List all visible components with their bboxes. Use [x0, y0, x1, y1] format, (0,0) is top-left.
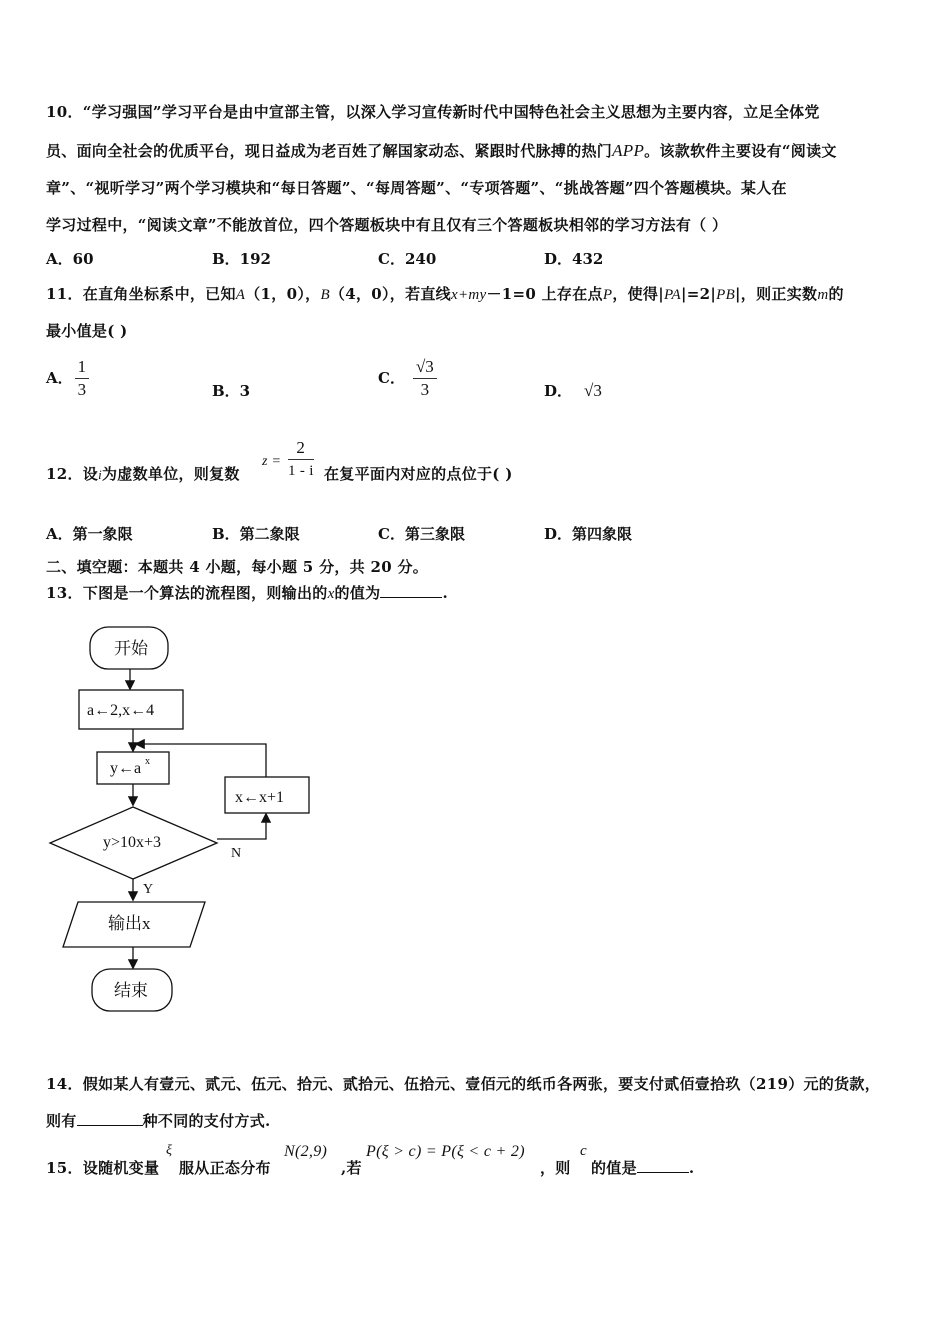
start-label: 开始 [114, 639, 148, 658]
q11-option-a-label: A． [46, 369, 73, 387]
q13-text-3: . [442, 584, 448, 602]
q14-text-2: 种不同的支付方式. [142, 1112, 271, 1130]
q12-text-2: 为虚数单位，则复数 [102, 465, 240, 483]
condition-label: y>10x+3 [103, 834, 162, 851]
q15-text-4: ，则 [540, 1159, 571, 1177]
z-equals: z = [262, 454, 282, 469]
q10-line-4: 学习过程中，“阅读文章”不能放首位，四个答题板块中有且仅有三个答题板块相邻的学习方法有（ ） [46, 216, 728, 234]
q11-line-2: 最小值是( ) [46, 322, 128, 340]
q10-line-2a: 员、面向全社会的优质平台，现日益成为老百姓了解国家动态、紧跟时代脉搏的热门 [46, 142, 613, 160]
q12-text-3: 在复平面内对应的点位于( ) [324, 465, 513, 483]
increment-label: x←x+1 [235, 789, 285, 806]
end-label: 结束 [114, 981, 148, 1000]
fraction-denominator: 3 [77, 380, 87, 399]
q15-tail [591, 1157, 694, 1178]
probability-equation: P(ξ > c) = P(ξ < c + 2) [366, 1143, 525, 1160]
q11-text-3: （4，0），若直线 [329, 285, 451, 303]
segment-pb: PB [716, 287, 736, 303]
variable-c: c [580, 1143, 587, 1159]
q14-line-1: 14．假如某人有壹元、贰元、伍元、拾元、贰拾元、伍拾元、壹佰元的纸币各两张，要支付贰佰壹拾玖（219）元的货款， [46, 1075, 880, 1093]
q13-text-1: 13．下图是一个算法的流程图，则输出的 [46, 584, 328, 602]
segment-pa: PA [663, 287, 681, 303]
point-b: B [320, 287, 330, 303]
q15-text-1: 15．设随机变量 [46, 1159, 160, 1177]
q10-option-a: A．60 [46, 250, 94, 268]
normal-distribution: N(2,9) [284, 1143, 328, 1160]
output-label: 输出x [108, 914, 151, 933]
random-variable-xi: ξ [166, 1143, 173, 1158]
q10-line-3: 章”、“视听学习”两个学习模块和“每日答题”、“每周答题”、“专项答题”、“挑战答题”四个答题模块。某人在 [46, 179, 787, 197]
section-fill-in-heading: 二、填空题：本题共 4 小题，每小题 5 分，共 20 分。 [46, 558, 429, 576]
q11-option-c-label: C． [378, 369, 405, 387]
variable-m: m [817, 287, 829, 303]
q15-text-6: . [688, 1159, 695, 1177]
q11-text-7: |，则正实数 [735, 285, 818, 303]
imaginary-unit: i [98, 467, 102, 482]
answer-blank[interactable] [77, 1125, 143, 1126]
fraction-denominator: 3 [420, 380, 430, 399]
q11-option-d-label: D． [544, 382, 573, 400]
line-equation: x+my [450, 287, 487, 303]
q12-option-a: A．第一象限 [46, 525, 133, 543]
fraction-numerator: √3 [413, 357, 437, 379]
q13-text-2: 的值为 [334, 584, 381, 602]
q12-text-1: 12．设 [46, 465, 99, 483]
q10-option-d: D．432 [544, 250, 604, 268]
yes-label: Y [143, 882, 154, 897]
fraction-denominator: 1 - i [288, 463, 314, 479]
q15-text-5: 的值是 [591, 1159, 637, 1177]
q11-text-6: |=2| [680, 285, 717, 303]
q14-line-2 [46, 1110, 271, 1131]
q10-option-c: C．240 [378, 250, 437, 268]
assign-y-label: y←a [110, 760, 142, 777]
q15-text-3: ,若 [341, 1159, 362, 1177]
edge-no-branch [217, 815, 266, 839]
q12-option-b: B．第二象限 [212, 525, 300, 543]
q11-option-b: B．3 [212, 382, 251, 400]
q11-text-5: ，使得| [612, 285, 664, 303]
q14-text-1: 则有 [46, 1112, 77, 1130]
q12-option-c: C．第三象限 [378, 525, 465, 543]
edge-loop-back [137, 744, 266, 777]
q11-text-8: 的 [828, 285, 844, 303]
q11-text-2: （1，0）， [245, 285, 321, 303]
answer-blank[interactable] [637, 1172, 689, 1173]
init-label: a←2,x←4 [87, 702, 155, 719]
assign-y-exponent: x [145, 756, 150, 767]
q10-line-2b: 。该款软件主要设有“阅读文 [644, 142, 837, 160]
no-label: N [231, 846, 242, 861]
fraction-numerator: 2 [288, 438, 314, 460]
root-three: √3 [584, 381, 602, 400]
fraction-numerator: 1 [75, 357, 90, 379]
q10-line-1: 10．“学习强国”学习平台是由中宣部主管，以深入学习宣传新时代中国特色社会主义思想为主要内容，立足全体党 [46, 103, 820, 121]
q12-option-d: D．第四象限 [544, 525, 633, 543]
q10-option-b: B．192 [212, 250, 271, 268]
q11-text-1: 11．在直角坐标系中，已知 [46, 285, 236, 303]
point-a: A [235, 287, 246, 303]
app-term: APP [612, 141, 645, 160]
q11-text-4: －1=0 上存在点 [486, 285, 603, 303]
point-p: P [602, 287, 613, 303]
q15-text-2: 服从正态分布 [179, 1159, 271, 1177]
variable-x: x [327, 586, 335, 602]
